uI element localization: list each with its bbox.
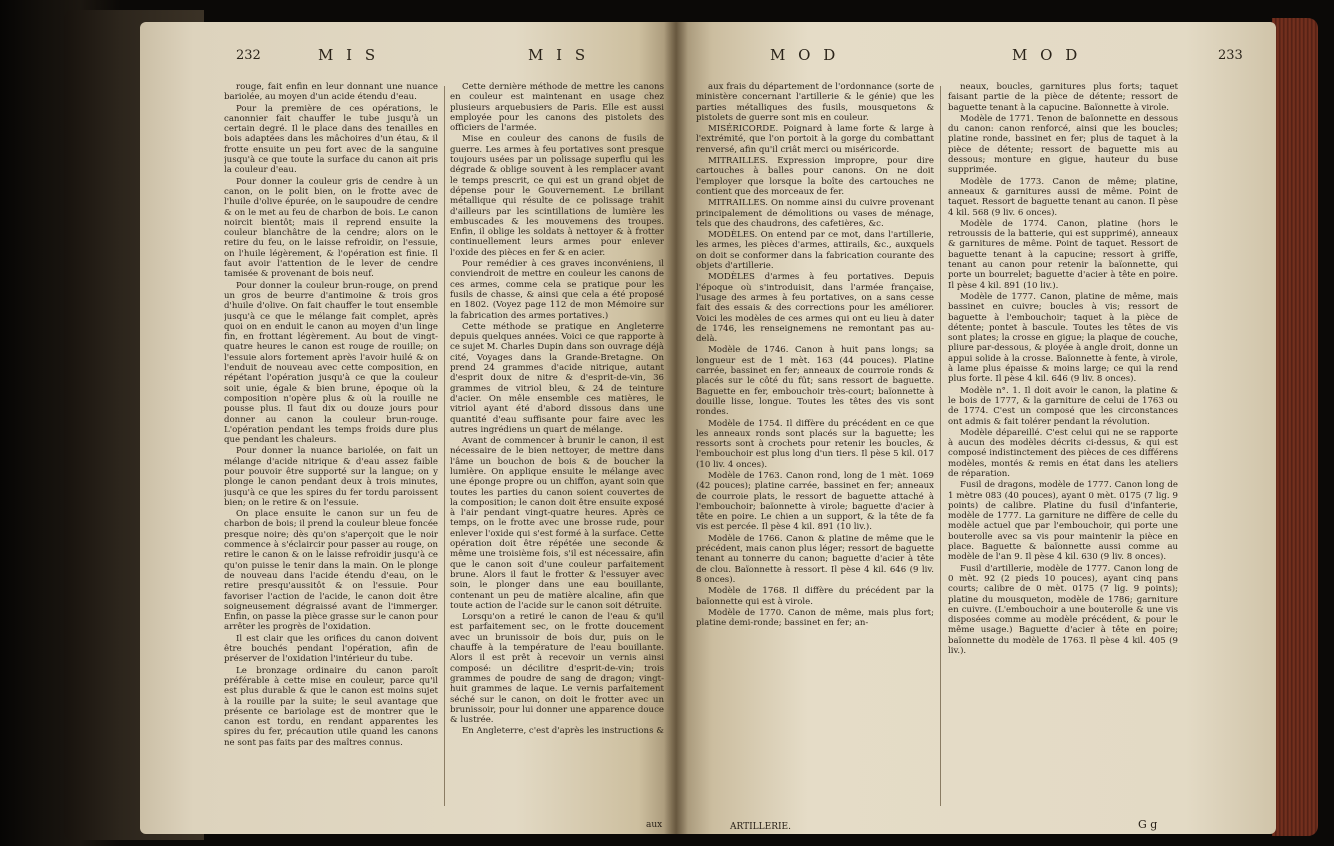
paragraph: Modèle de 1754. Il diffère du précédent en ce que les anneaux ronds sont placés sur la baguette; les ressorts sont à crochets pour retenir les boucles, & l'embouchoir est plus long d'un tiers. Il pèse 5 kil. 017 (10 liv. 4 onces). <box>696 418 934 470</box>
right-page-number: 233 <box>1218 48 1243 63</box>
paragraph: Pour donner la couleur brun-rouge, on prend un gros de beurre d'antimoine & trois gros d'huile d'olive. On fait chauffer le tout ensemble jusqu'à ce que le mélange fait complet, après quoi on en enduit le canon au moyen d'un linge fin, en frottant légèrement. Au bout de vingt-quatre heures le canon est rouge de rouille; on l'essuie alors fortement après l'avoir huilé & on l'enduit de nouveau avec cette composition, en répétant l'opération jusqu'à ce que la couleur soit unie, égale & bien brune, époque où la composition n'opère plus & où la rouille ne pousse plus. Il faut dix ou douze jours pour donner au canon la couleur brun-rouge. L'opération pendant les temps froids dure plus que pendant les chaleurs. <box>224 280 438 446</box>
paragraph: Modèle de 1768. Il diffère du précédent par la baïonnette qui est à virole. <box>696 586 934 607</box>
left-running-head-1: M I S <box>318 46 380 64</box>
paragraph: Pour donner la couleur gris de cendre à un canon, on le polit bien, on le frotte avec de l'huile d'olive épurée, on le saupoudre de cendre & on le met au feu de charbon de bois. Le canon noircit bientôt; mais il reprend ensuite la couleur blanchâtre de la cendre; alors on le retire du feu, on le laisse refroidir, on l'essuie, on l'huile légèrement, & l'opération est finie. Il faut avoir l'attention de le lever de cendre tamisée & provenant de bois neuf. <box>224 176 438 280</box>
paragraph: Modèle de 1774. Canon, platine (hors le retroussis de la batterie, qui est supprimé), anneaux & garnitures de même. Point de taquet. Ressort de baguette tenant à la capucine; ressort à griffe, tenant au canon pour retenir la baïonnette, qui porte un bourrelet; baguette d'acier à tête en poire. Il pèse 4 kil. 891 (10 liv.). <box>948 218 1178 291</box>
book-gutter <box>664 22 688 834</box>
paragraph: Modèle de 1766. Canon & platine de même que le précédent, mais canon plus léger; ressort de baguette tenant au tonnerre du canon; baguette d'acier à tête de clou. Baïonnette à ressort. Il pèse 4 kil. 646 (9 liv. 8 onces). <box>696 533 934 585</box>
paragraph: Avant de commencer à brunir le canon, il est nécessaire de le bien nettoyer, de mettre dans l'âme un bouchon de bois & de boucher la lumière. On applique ensuite le mélange avec une éponge propre ou un chiffon, ayant soin que toutes les parties du canon soient couvertes de la composition; le canon doit être ensuite exposé à l'air pendant vingt-quatre heures. Après ce temps, on le frotte avec une brosse rude, pour enlever l'oxide qui s'est formé à la surface. Cette opération doit être répétée une seconde & même une troisième fois, s'il est nécessaire, afin que le canon soit d'une couleur parfaitement brune. Alors il faut le frotter & l'essuyer avec soin, le plonger dans une eau bouillante, contenant un peu de matière alcaline, afin que toute action de l'acide sur le canon soit détruite. <box>450 436 664 611</box>
paragraph: MODÈLES. On entend par ce mot, dans l'artillerie, les armes, les pièces d'armes, attirails, &c., auxquels on doit se conformer dans la fabrication courante des objets d'artillerie. <box>696 230 934 272</box>
paragraph: neaux, boucles, garnitures plus forts; taquet faisant partie de la pièce de détente; ressort de baguette tenant à la capucine. Baïonnette à virole. <box>948 82 1178 113</box>
column-divider <box>940 86 941 806</box>
paragraph: Modèle de 1763. Canon rond, long de 1 mèt. 1069 (42 pouces); platine carrée, bassinet en fer; anneaux de courroie plats, le ressort de baguette attaché à l'embouchoir; baïonnette à virole; baguette d'acier à tête en poire. Le chien a un support, & la tête de fa vis est percée. Il pèse 4 kil. 891 (10 liv.). <box>696 470 934 533</box>
column-divider <box>444 86 445 806</box>
paragraph: MITRAILLES. On nomme ainsi du cuivre provenant principalement de démolitions ou vases de ménage, tels que des chaudrons, des cafetières, &c. <box>696 198 934 229</box>
paragraph: Modèle n°. 1. Il doit avoir le canon, la platine & le bois de 1777, & la garniture de celui de 1763 ou de 1774. C'est un composé que les circonstances ont admis & fait tolérer pendant la révolution. <box>948 385 1178 427</box>
right-catchword: ARTILLERIE. <box>730 822 791 832</box>
right-column-2 <box>948 82 1178 818</box>
left-column-2 <box>450 82 664 820</box>
paragraph: rouge, fait enfin en leur donnant une nuance bariolée, au moyen d'un acide étendu d'eau. <box>224 82 438 103</box>
paragraph: Cette dernière méthode de mettre les canons en couleur est maintenant en usage chez plusieurs arquebusiers de Paris. Elle est aussi employée pour les canons des pistolets des officiers de l'armée. <box>450 82 664 134</box>
right-running-head-1: M O D <box>770 46 840 64</box>
left-column-1 <box>224 82 438 820</box>
paragraph: aux frais du département de l'ordonnance (sorte de ministère concernant l'artillerie & le génie) que les parties métalliques des fusils, mousquetons & pistolets de guerre sont mis en couleur. <box>696 82 934 123</box>
signature-mark: G g <box>1138 818 1158 831</box>
left-running-head-2: M I S <box>528 46 590 64</box>
paragraph: Pour donner la nuance bariolée, on fait un mélange d'acide nitrique & d'eau assez faible pour pouvoir être supporté sur la langue; on y plonge le canon pendant deux à trois minutes, jusqu'à ce que les spires du fer tordu paroissent bien; on le retire & on l'essuie. <box>224 446 438 508</box>
paragraph: MODÈLES d'armes à feu portatives. Depuis l'époque où s'introduisit, dans l'armée française, l'usage des armes à feu portatives, on a sans cesse fait des essais & des corrections pour les améliorer. Voici les modèles de ces armes qui ont eu lieu à dater de 1746, les renseignemens ne remontant pas au-delà. <box>696 272 934 345</box>
left-catchword: aux <box>646 820 663 830</box>
paragraph: Modèle de 1770. Canon de même, mais plus fort; platine demi-ronde; bassinet en fer; an- <box>696 607 934 629</box>
paragraph: MITRAILLES. Expression impropre, pour dire cartouches à balles pour canons. On ne doit l'employer que lorsque la boîte des cartouches ne contient que des morceaux de fer. <box>696 156 934 197</box>
paragraph: Lorsqu'on a retiré le canon de l'eau & qu'il est parfaitement sec, on le frotte doucement avec un brunissoir de bois dur, puis on le chauffe à la température de l'eau bouillante. Alors il est prêt à recevoir un vernis ainsi composé: un décilitre d'esprit-de-vin; trois grammes de poudre de sang de dragon; vingt-huit grammes de laque. Le vernis parfaitement séché sur le canon, on doit le frotter avec un brunissoir, pour lui donner une apparence douce & lustrée. <box>450 612 664 726</box>
paragraph: Pour la première de ces opérations, le canonnier fait chauffer le tube jusqu'à un certain degré. Il le place dans des tenailles en bois adaptées dans les mâchoires d'un étau, & il frotte ensuite un peu fort avec de la sanguine jusqu'à ce que toute la surface du canon ait pris la couleur d'eau. <box>224 103 438 176</box>
paragraph: Fusil d'artillerie, modèle de 1777. Canon long de 0 mèt. 92 (2 pieds 10 pouces), ayant cinq pans courts; calibre de 0 mèt. 0175 (7 lig. 9 points); platine du mousqueton, modèle de 1786; garniture en cuivre. (L'embouchoir a une bouterolle & une vis disposées comme au modèle précédent, & pour le même usage.) Baguette d'acier à tête en poire; baïonnette du modèle de 1763. Il pèse 4 kil. 405 (9 liv.). <box>948 563 1178 657</box>
paragraph: MISÉRICORDE. Poignard à lame forte & large à l'extrémité, que l'on portoit à la gorge du combattant renversé, afin qu'il criât merci ou miséricorde. <box>696 124 934 155</box>
paragraph: Modèle de 1773. Canon de même; platine, anneaux & garnitures aussi de même. Point de taquet. Ressort de baguette tenant au canon. Il pèse 4 kil. 568 (9 liv. 6 onces). <box>948 176 1178 218</box>
paragraph: Il est clair que les orifices du canon doivent être bouchés pendant l'opération, afin de préserver de l'oxidation l'intérieur du tube. <box>224 633 438 665</box>
paragraph: En Angleterre, c'est d'après les instructions & <box>462 726 664 737</box>
right-running-head-2: M O D <box>1012 46 1082 64</box>
paragraph: On place ensuite le canon sur un feu de charbon de bois; il prend la couleur bleue foncée presque noire; dès qu'on s'aperçoit que le noir commence à s'éclaircir pour passer au rouge, on retire le canon & on le laisse refroidir jusqu'à ce qu'on puisse le tenir dans la main. On le plonge de nouveau dans l'acide étendu d'eau, on le retire presqu'aussitôt & on l'essuie. Pour favoriser l'action de l'acide, le canon doit être soigneusement dégraissé avant de l'immerger. Enfin, on passe la pièce grasse sur le canon pour arrêter les progrès de l'oxidation. <box>224 509 438 633</box>
right-column-1 <box>696 82 934 826</box>
paragraph: Modèle de 1777. Canon, platine de même, mais bassinet en cuivre; boucles à vis; ressort de baguette à l'embouchoir; taquet à la pièce de détente; pontet à bascule. Toutes les têtes de vis sont plates; la crosse en gigue; la plaque de couche, pliure par-dessous, & ployée à angle droit, donne un appui solide à la crosse. Baïonnette à fente, à virole, à lame plus épaisse & moins large; ce qui la rend plus forte. Il pèse 4 kil. 646 (9 liv. 8 onces). <box>948 291 1178 385</box>
paragraph: Modèle dépareillé. C'est celui qui ne se rapporte à aucun des modèles décrits ci-dessus, & qui est composé indistinctement des pièces de ces différens modèles, montés & remis en état dans les ateliers de réparation. <box>948 427 1178 479</box>
paragraph: Pour remédier à ces graves inconvéniens, il conviendroit de mettre en couleur les canons de ces armes, comme cela se pratique pour les fusils de chasse, & ainsi que cela a été proposé en 1802. (Voyez page 112 de mon Mémoire sur la fabrication des armes portatives.) <box>450 259 664 321</box>
paragraph: Fusil de dragons, modèle de 1777. Canon long de 1 mètre 083 (40 pouces), ayant 0 mèt. 0175 (7 lig. 9 points) de calibre. Platine du fusil d'infanterie, modèle de 1777. La garniture ne diffère de celle du modèle actuel que par l'embouchoir, qui porte une bouterolle avec sa vis pour maintenir la pièce en place. Baguette & baïonnette aussi comme au modèle de l'an 9. Il pèse 4 kil. 630 (9 liv. 8 onces). <box>948 480 1178 563</box>
paragraph: Modèle de 1771. Tenon de baïonnette en dessous du canon: canon renforcé, ainsi que les boucles; platine ronde, bassinet en fer; plus de taquet à la pièce de détente; ressort de baguette mis au dessous; monture en gigue, hauteur du buse supprimée. <box>948 113 1178 176</box>
paragraph: Cette méthode se pratique en Angleterre depuis quelques années. Voici ce que rapporte à ce sujet M. Charles Dupin dans son ouvrage déjà cité, Voyages dans la Grande-Bretagne. On prend 24 grammes d'acide nitrique, autant d'esprit doux de nitre & d'esprit-de-vin, 36 grammes de vitriol bleu, & 24 de teinture d'acier. On mêle ensemble ces matières, le vitriol ayant été d'abord dissous dans une quantité d'eau suffisante pour faire avec les autres ingrédiens un quart de mélange. <box>450 321 664 435</box>
paragraph: Le bronzage ordinaire du canon paroît préférable à cette mise en couleur, parce qu'il est plus durable & que le canon est moins sujet à la rouille par la suite; le seul avantage que présente ce bariolage est de montrer que le canon est tordu, en rendant apparentes les spires du fer, précaution utile quand les canons ne sont pas faits par des maîtres connus. <box>224 665 438 748</box>
left-page-number: 232 <box>236 48 261 63</box>
paragraph: Mise en couleur des canons de fusils de guerre. Les armes à feu portatives sont presque toujours usées par un polissage superflu qui les dégrade & oblige souvent à les remplacer avant le temps prescrit, ce qui est un grand objet de dépense pour le Gouvernement. Le brillant métallique qui résulte de ce polissage trahit d'ailleurs par les scintillations de lumière les embuscades & les mouvemens des troupes. Enfin, il oblige les soldats à nettoyer & à frotter continuellement leurs armes pour enlever l'oxide des pièces en fer & en acier. <box>450 134 664 258</box>
paragraph: Modèle de 1746. Canon à huit pans longs; sa longueur est de 1 mèt. 163 (44 pouces). Platine carrée, bassinet en fer; anneaux de courroie ronds & placés sur le côté du fût; sans ressort de baguette. Baguette en fer, embouchoir très-court; baïonnette à douille lisse, longue. Toutes les têtes des vis sont rondes. <box>696 345 934 418</box>
book-page-edges <box>1272 18 1318 836</box>
